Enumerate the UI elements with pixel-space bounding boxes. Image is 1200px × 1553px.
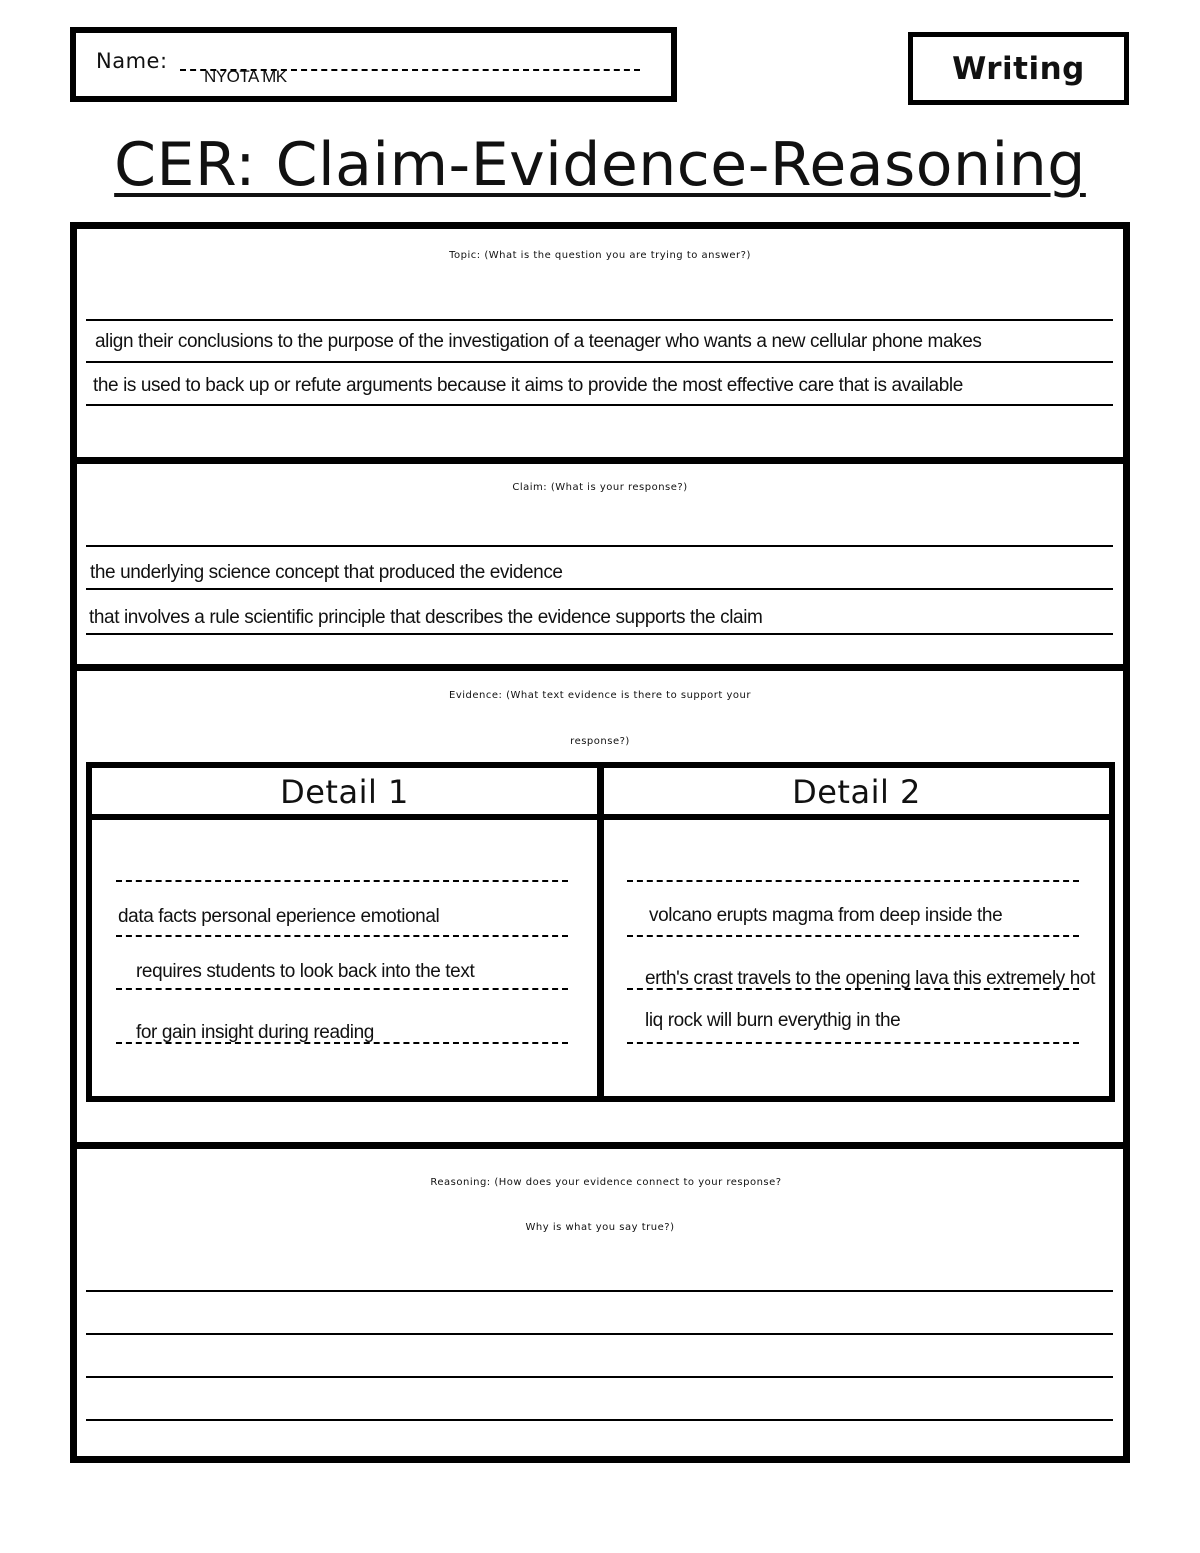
page-title: CER: Claim-Evidence-Reasoning bbox=[114, 130, 1086, 200]
name-value[interactable]: NYOTA MK bbox=[204, 67, 287, 86]
section-divider bbox=[77, 457, 1123, 464]
detail-1-answer-2[interactable]: requires students to look back into the text bbox=[136, 961, 475, 982]
topic-answer-2[interactable]: the is used to back up or refute arguments because it aims to provide the most effective care that is available bbox=[93, 375, 963, 396]
detail-column-divider bbox=[597, 768, 604, 1096]
detail-table bbox=[86, 762, 1115, 1102]
detail-2-answer-2[interactable]: erth's crast travels to the opening lava this extremely hot bbox=[645, 968, 1095, 989]
detail-2-line-4 bbox=[627, 1042, 1079, 1044]
reasoning-line-2[interactable] bbox=[86, 1333, 1113, 1335]
section-divider bbox=[77, 1142, 1123, 1149]
claim-answer-2[interactable]: that involves a rule scientific principle that describes the evidence supports the claim bbox=[89, 607, 763, 628]
claim-line-2 bbox=[86, 588, 1113, 590]
reasoning-heading-line-2: Why is what you say true?) bbox=[525, 1222, 675, 1233]
detail-2-answer-1[interactable]: volcano erupts magma from deep inside the bbox=[649, 905, 1003, 926]
evidence-heading-line-2: response?) bbox=[570, 736, 630, 747]
detail-1-line-2 bbox=[116, 935, 568, 937]
claim-answer-1[interactable]: the underlying science concept that produced the evidence bbox=[90, 562, 563, 583]
subject-label: Writing bbox=[952, 51, 1085, 87]
claim-line-1 bbox=[86, 545, 1113, 547]
cer-frame bbox=[70, 222, 1130, 1463]
detail-1-line-3 bbox=[116, 988, 568, 990]
detail-2-heading: Detail 2 bbox=[792, 773, 921, 811]
claim-line-3 bbox=[86, 633, 1113, 635]
reasoning-line-3[interactable] bbox=[86, 1376, 1113, 1378]
topic-line-1 bbox=[86, 319, 1113, 321]
detail-1-heading: Detail 1 bbox=[280, 773, 409, 811]
detail-2-line-1 bbox=[627, 880, 1079, 882]
detail-1-line-1 bbox=[116, 880, 568, 882]
detail-1-answer-3[interactable]: for gain insight during reading bbox=[136, 1022, 374, 1043]
name-label: Name: bbox=[96, 49, 168, 73]
claim-heading: Claim: (What is your response?) bbox=[512, 482, 688, 493]
evidence-heading-line-1: Evidence: (What text evidence is there to support your bbox=[449, 690, 751, 701]
subject-box bbox=[908, 32, 1129, 105]
topic-answer-1[interactable]: align their conclusions to the purpose of the investigation of a teenager who wants a new cellular phone makes bbox=[95, 331, 982, 352]
reasoning-line-1[interactable] bbox=[86, 1290, 1113, 1292]
reasoning-line-4[interactable] bbox=[86, 1419, 1113, 1421]
detail-1-answer-1[interactable]: data facts personal eperience emotional bbox=[118, 906, 440, 927]
section-divider bbox=[77, 664, 1123, 671]
topic-heading: Topic: (What is the question you are trying to answer?) bbox=[449, 250, 751, 261]
name-box bbox=[70, 27, 677, 102]
detail-2-answer-3[interactable]: liq rock will burn everythig in the bbox=[645, 1010, 901, 1031]
topic-line-2 bbox=[86, 361, 1113, 363]
topic-line-3 bbox=[86, 404, 1113, 406]
reasoning-heading-line-1: Reasoning: (How does your evidence connect to your response? bbox=[430, 1177, 782, 1188]
detail-2-line-2 bbox=[627, 935, 1079, 937]
